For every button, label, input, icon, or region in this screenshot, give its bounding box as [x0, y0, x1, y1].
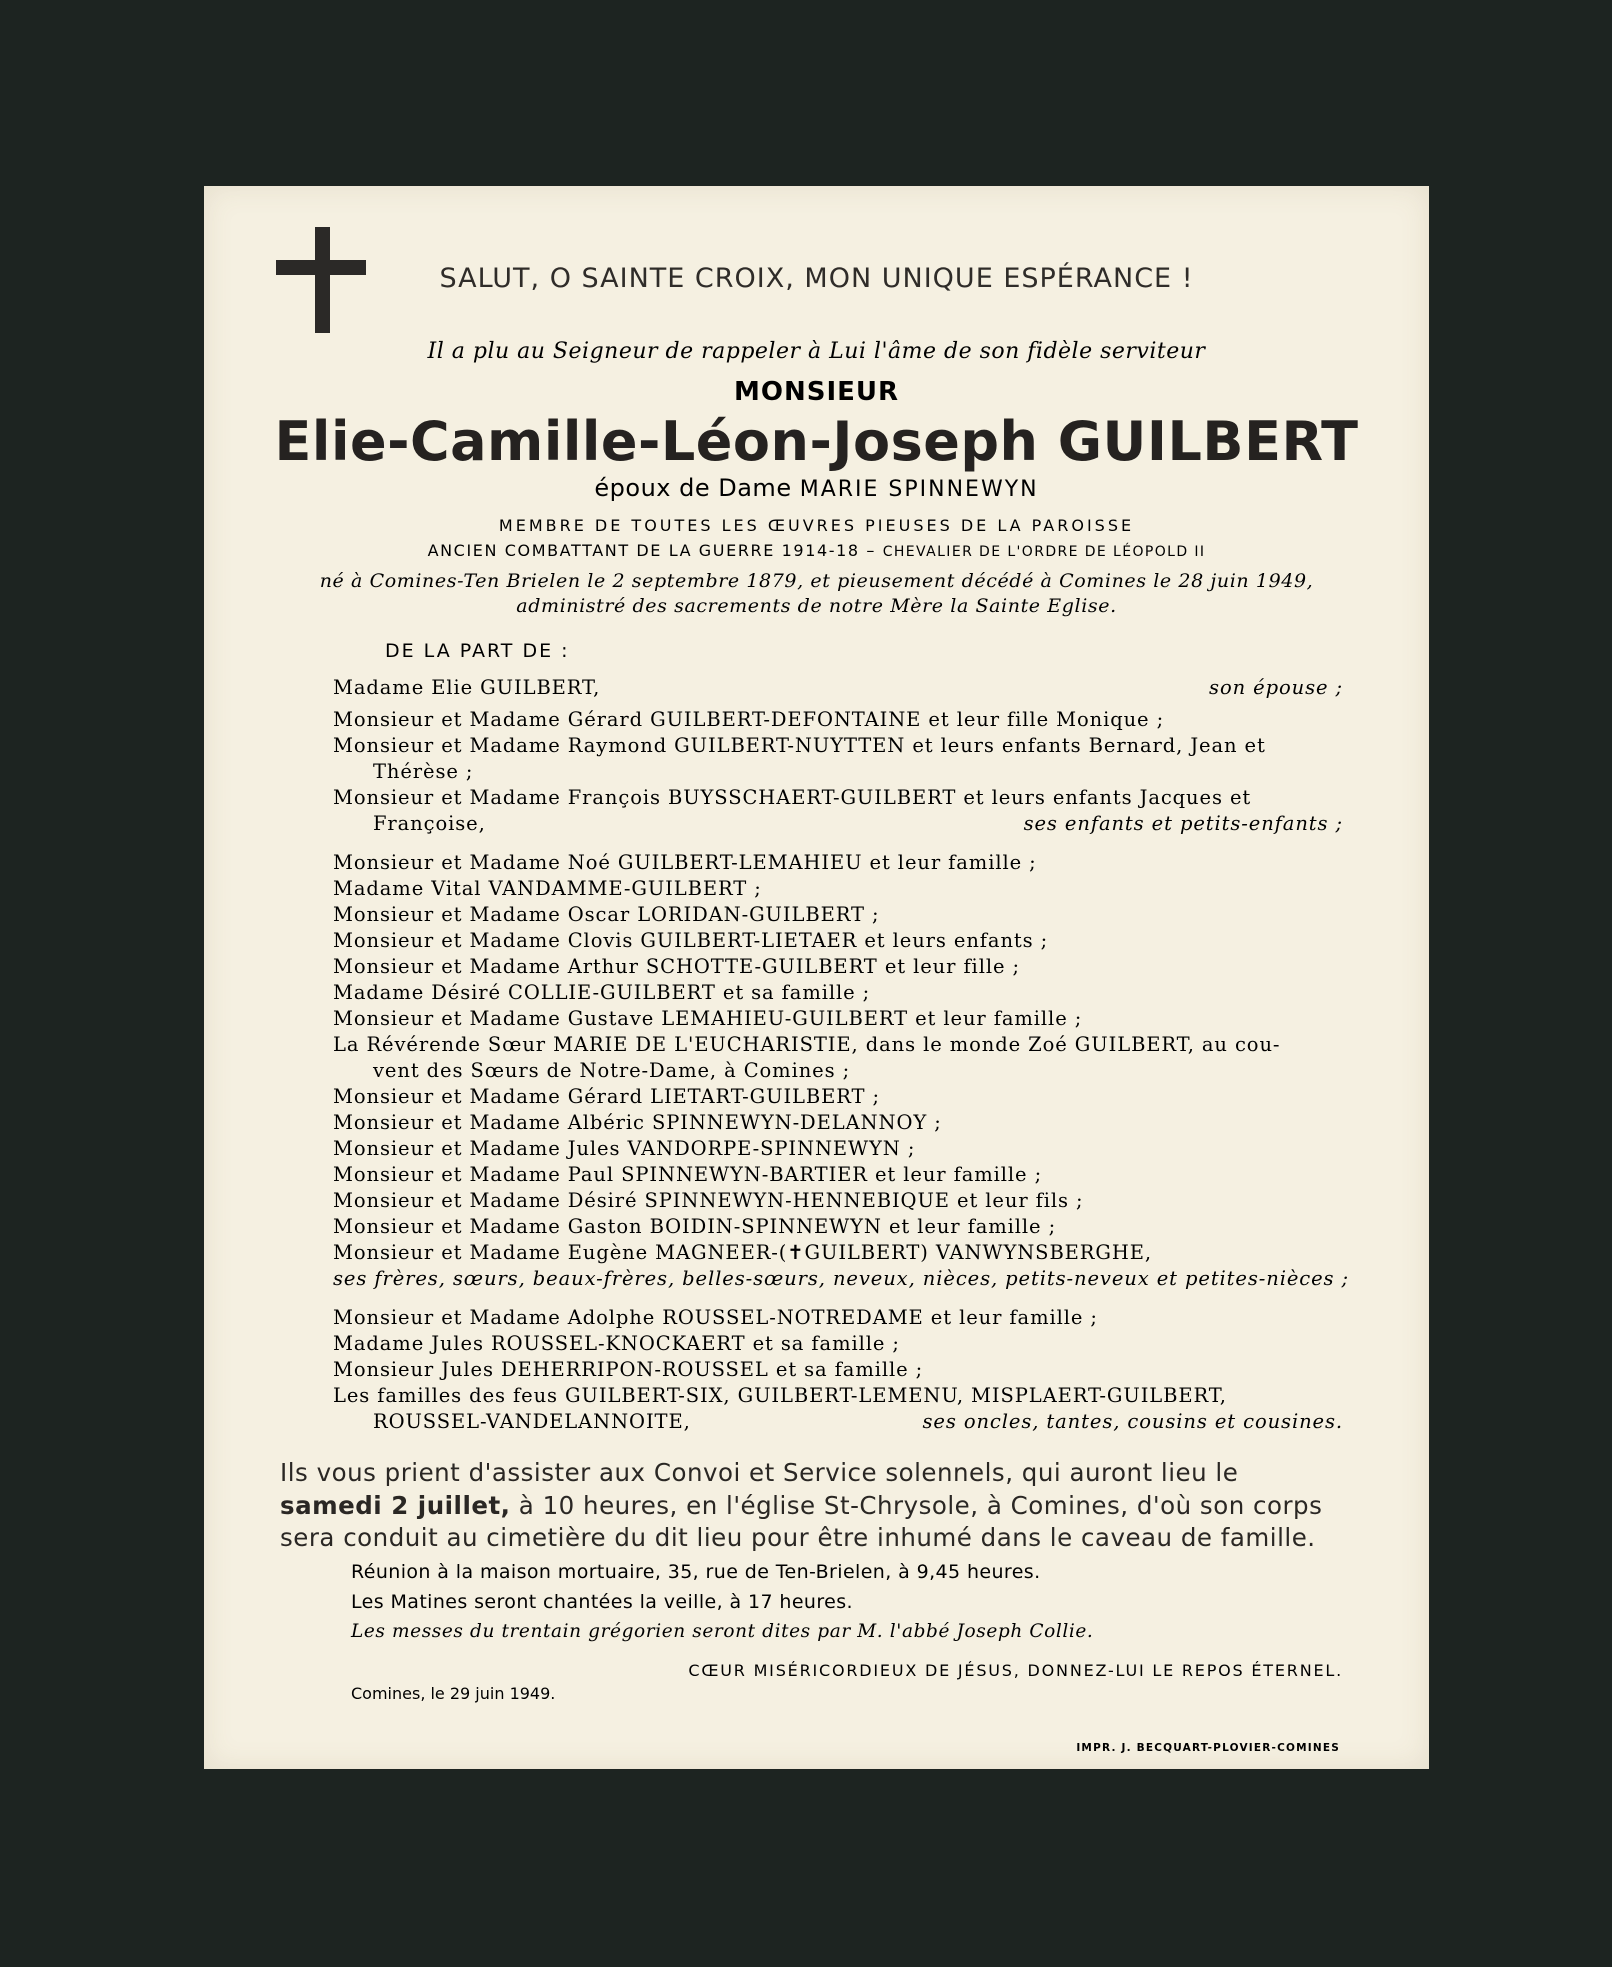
family-entry — [333, 1240, 1343, 1266]
invitation-line-2-rest: à 10 heures, en l'église St-Chrysole, à Comines, d'où son corps — [518, 1491, 1323, 1520]
family-entry-text: Monsieur et Madame Albéric SPINNEWYN-DELANNOY ; — [333, 1111, 942, 1134]
family-entry — [333, 1162, 1343, 1188]
veteran-line — [204, 541, 1429, 560]
motto: SALUT, O SAINTE CROIX, MON UNIQUE ESPÉRANCE ! — [439, 263, 1194, 294]
family-entry-text: Monsieur et Madame Raymond GUILBERT-NUYTTEN et leurs enfants Bernard, Jean et — [333, 734, 1266, 757]
family-entry — [333, 1110, 1343, 1136]
family-entry — [373, 759, 1343, 785]
family-entry — [333, 1383, 1343, 1409]
family-entry — [373, 1058, 1343, 1084]
matines-line: Les Matines seront chantées la veille, à 17 heures. — [351, 1591, 853, 1613]
family-entry: ses frères, sœurs, beaux-frères, belles-sœurs, neveux, nièces, petits-neveux et petites-nièces ; — [333, 1267, 1350, 1290]
family-relation: ses enfants et petits-enfants ; — [1023, 812, 1343, 835]
family-entry — [333, 850, 1343, 876]
veteran-text: ANCIEN COMBATTANT DE LA GUERRE 1914-18 – — [427, 541, 876, 560]
family-entry-text: Monsieur et Madame Noé GUILBERT-LEMAHIEU et leur famille ; — [333, 851, 1037, 874]
honorific: MONSIEUR — [733, 377, 900, 407]
invitation-line-2 — [280, 1490, 1343, 1522]
spouse-line — [204, 474, 1429, 502]
family-entry — [333, 733, 1343, 759]
invitation-line-1: Ils vous prient d'assister aux Convoi et Service solennels, qui auront lieu le — [280, 1458, 1239, 1487]
family-entry-text: Monsieur et Madame Gérard LIETART-GUILBERT ; — [333, 1085, 880, 1108]
knight-text: CHEVALIER DE L'ORDRE DE LÉOPOLD II — [882, 544, 1206, 560]
spouse-name: MARIE SPINNEWYN — [799, 477, 1039, 502]
family-entry-text: Les familles des feus GUILBERT-SIX, GUILBERT-LEMENU, MISPLAERT-GUILBERT, — [333, 1384, 1227, 1407]
family-entry-text: Monsieur et Madame Gustave LEMAHIEU-GUILBERT et leur famille ; — [333, 1007, 1083, 1030]
family-entry — [333, 1084, 1343, 1110]
intro-text: Il a plu au Seigneur de rappeler à Lui l'âme de son fidèle serviteur — [427, 339, 1206, 364]
family-entry-text: Thérèse ; — [373, 760, 474, 783]
family-entry — [373, 1409, 1343, 1435]
printer-credit: IMPR. J. BECQUART-PLOVIER-COMINES — [1076, 1742, 1340, 1754]
family-relation: ses oncles, tantes, cousins et cousines. — [922, 1410, 1343, 1433]
family-entry — [333, 954, 1343, 980]
family-entry-text: Monsieur et Madame Gaston BOIDIN-SPINNEWYN et leur famille ; — [333, 1215, 1057, 1238]
family-entry-text: Monsieur et Madame Eugène MAGNEER-(✝GUILBERT) VANWYNSBERGHE, — [333, 1241, 1153, 1264]
family-entry — [333, 1214, 1343, 1240]
family-entry — [333, 1006, 1343, 1032]
family-entry — [333, 902, 1343, 928]
family-entry-text: Monsieur et Madame François BUYSSCHAERT-GUILBERT et leurs enfants Jacques et — [333, 786, 1252, 809]
family-entry — [333, 707, 1343, 733]
family-relation: son épouse ; — [1209, 676, 1343, 699]
service-date: samedi 2 juillet, — [280, 1491, 511, 1520]
family-entry — [333, 785, 1343, 811]
family-entry-text: La Révérende Sœur MARIE DE L'EUCHARISTIE, dans le monde Zoé GUILBERT, au cou- — [333, 1033, 1281, 1056]
family-entry — [333, 1331, 1343, 1357]
family-entry — [333, 876, 1343, 902]
family-entry-text: Monsieur Jules DEHERRIPON-ROUSSEL et sa famille ; — [333, 1358, 924, 1381]
family-entry-text: Françoise, — [373, 812, 486, 835]
family-entry-text: ROUSSEL-VANDELANNOITE, — [373, 1410, 691, 1433]
family-entry — [333, 928, 1343, 954]
family-entry-text: vent des Sœurs de Notre-Dame, à Comines ; — [373, 1059, 851, 1082]
family-entry-text: Monsieur et Madame Clovis GUILBERT-LIETAER et leurs enfants ; — [333, 929, 1049, 952]
family-entry-text: Madame Désiré COLLIE-GUILBERT et sa famille ; — [333, 981, 871, 1004]
family-entry-text: Monsieur et Madame Arthur SCHOTTE-GUILBERT et leur fille ; — [333, 955, 1020, 978]
family-entry — [333, 980, 1343, 1006]
prayer-line: CŒUR MISÉRICORDIEUX DE JÉSUS, DONNEZ-LUI LE REPOS ÉTERNEL. — [688, 1661, 1343, 1680]
family-entry-text: Madame Jules ROUSSEL-KNOCKAERT et sa famille ; — [333, 1332, 900, 1355]
family-entry — [333, 1305, 1343, 1331]
family-entry-text: Madame Elie GUILBERT, — [333, 676, 601, 699]
membership-line: MEMBRE DE TOUTES LES ŒUVRES PIEUSES DE LA PAROISSE — [498, 516, 1135, 535]
family-entry — [333, 1357, 1343, 1383]
deceased-name: Elie-Camille-Léon-Joseph GUILBERT — [274, 410, 1359, 473]
family-entry-text: Monsieur et Madame Gérard GUILBERT-DEFONTAINE et leur fille Monique ; — [333, 708, 1165, 731]
de-la-part-heading: DE LA PART DE : — [385, 640, 570, 662]
family-entry-text: Monsieur et Madame Oscar LORIDAN-GUILBERT ; — [333, 903, 880, 926]
family-entry — [373, 811, 1343, 837]
birth-death-line: né à Comines-Ten Brielen le 2 septembre 1879, et pieusement décédé à Comines le 28 juin 1949, — [319, 570, 1314, 592]
family-entry-text: Monsieur et Madame Désiré SPINNEWYN-HENNEBIQUE et leur fils ; — [333, 1189, 1084, 1212]
date-place: Comines, le 29 juin 1949. — [351, 1684, 556, 1703]
family-entry — [333, 675, 1343, 701]
spouse-prefix: époux de Dame — [594, 474, 792, 502]
family-entry — [333, 1188, 1343, 1214]
reunion-line: Réunion à la maison mortuaire, 35, rue de Ten-Brielen, à 9,45 heures. — [351, 1561, 1041, 1583]
family-entry — [333, 1032, 1343, 1058]
invitation-line-3: sera conduit au cimetière du dit lieu pour être inhumé dans le caveau de famille. — [280, 1523, 1316, 1552]
family-entry-text: Monsieur et Madame Jules VANDORPE-SPINNEWYN ; — [333, 1137, 916, 1160]
family-entry-text: Madame Vital VANDAMME-GUILBERT ; — [333, 877, 762, 900]
sacraments-line: administré des sacrements de notre Mère la Sainte Eglise. — [516, 595, 1117, 617]
family-entry — [333, 1136, 1343, 1162]
family-entry-text: Monsieur et Madame Paul SPINNEWYN-BARTIER et leur famille ; — [333, 1163, 1043, 1186]
family-entry-text: Monsieur et Madame Adolphe ROUSSEL-NOTREDAME et leur famille ; — [333, 1306, 1098, 1329]
messes-line: Les messes du trentain grégorien seront dites par M. l'abbé Joseph Collie. — [351, 1621, 1094, 1642]
